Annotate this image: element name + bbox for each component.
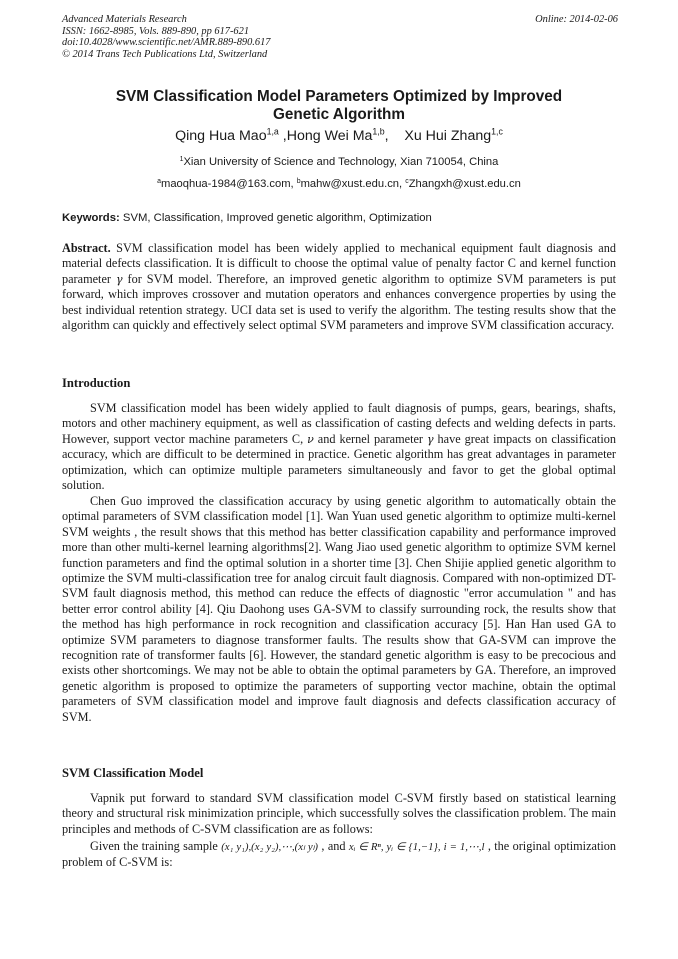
author-1-sup: 1,a — [266, 126, 279, 137]
introduction-paragraph-1 — [62, 401, 616, 493]
journal-issn: ISSN: 1662-8985, Vols. 889-890, pp 617-621 — [62, 25, 250, 37]
training-sample-formula: (x₁ y₁),(x₂ y₂),⋯,(xₗ yₗ) — [221, 841, 319, 853]
author-emails — [62, 178, 616, 190]
email-b-sup: b — [296, 177, 301, 185]
svm-p2-text-a: Given the training sample — [90, 839, 222, 853]
svm-section-heading: SVM Classification Model — [62, 766, 204, 780]
author-3-sup: 1,c — [491, 126, 503, 137]
author-sep-2: , — [384, 128, 405, 144]
keywords-label: Keywords: — [62, 212, 120, 224]
email-a[interactable]: maoqhua-1984@163.com, — [161, 178, 297, 190]
affiliation — [62, 156, 616, 168]
affiliation-sup: 1 — [179, 155, 184, 163]
journal-doi[interactable]: doi:10.4028/www.scientific.net/AMR.889-890.617 — [62, 37, 271, 49]
gamma-symbol: γ — [115, 272, 123, 286]
gamma-symbol: γ — [426, 432, 434, 446]
intro-p1-text-c: have great impacts on classification accuracy, which are difficult to be determined in practice. Genetic algorithm has great advantages in parameter optimization, which can optimize multiple parameters simultaneously and favor to get the global optimal solution. — [62, 431, 616, 493]
email-b[interactable]: mahw@xust.edu.cn, — [300, 178, 406, 190]
journal-copyright: © 2014 Trans Tech Publications Ltd, Switzerland — [62, 48, 268, 60]
sample-domain-formula: xᵢ ∈ Rⁿ, yᵢ ∈ {1,−1}, i = 1,⋯,l — [348, 841, 485, 853]
keywords — [62, 212, 618, 224]
abstract-text-1: SVM classification model has been widely applied to mechanical equipment fault diagnosis and material defects classification. It is difficult to choose the optimal value of penalty factor C and kernel function parameter — [62, 241, 616, 286]
keywords-text: SVM, Classification, Improved genetic algorithm, Optimization — [119, 212, 432, 224]
email-c[interactable]: Zhangxh@xust.edu.cn — [408, 178, 521, 190]
author-2: Hong Wei Ma — [286, 128, 373, 144]
abstract-label: Abstract. — [62, 241, 111, 255]
nu-symbol: ν — [307, 432, 314, 446]
author-3: Xu Hui Zhang — [404, 128, 492, 144]
paper-title — [62, 88, 616, 124]
svm-paragraph-1: Vapnik put forward to standard SVM classification model C-SVM firstly based on statistical learning theory and structural risk minimization principle, which successfully solves the classification problem. The main principles and methods of C-SVM classification are as follows: — [62, 791, 616, 836]
affiliation-text: Xian University of Science and Technology, Xian 710054, China — [183, 156, 499, 168]
journal-header — [62, 14, 618, 60]
author-sep-1: , — [278, 128, 287, 144]
introduction-heading: Introduction — [62, 376, 131, 390]
introduction-paragraph-2: Chen Guo improved the classification accuracy by using genetic algorithm to automatically obtain the optimal parameters of SVM classification model [1]. Wan Yuan used genetic algorithm to optimize multi-kernel SVM weights , the result shows that this method has better classification capability and performance improved more than other multi-kernel learning algorithms[2]. Wang Jiao used genetic algorithm to optimize SVM kernel function parameters and find the optimal solution in a shorter time [3]. Chen Shijie applied genetic algorithm to optimize the SVM multi-classification tree for analog circuit fault diagnosis. Compared with non-optimized DT-SVM fault diagnosis method, this method can reduce the effects of diagnostic "error accumulation " and has better error control ability [4]. Qiu Daohong uses GA-SVM to classify surrounding rock, the results show that the method has high performance in rock recognition and classification accuracy [5]. Han Han used GA to optimize SVM parameters to diagnose transformer faults. The results show that GA-SVM can improve the recognition rate of transformer faults [6]. However, the standard genetic algorithm is easy to be precocious and exists other shortcomings. We may not be able to obtain the optimal parameters by GA. Therefore, an improved genetic algorithm is proposed to optimize the parameters of supporting vector machine, obtain the optimal parameters of SVM classification model and improve fault diagnosis and defects classification accuracy of SVM. — [62, 494, 616, 724]
author-1: Qing Hua Mao — [175, 128, 267, 144]
title-line-1: SVM Classification Model Parameters Optimized by Improved — [115, 88, 563, 105]
svm-p2-text-c: , the original optimization problem of C-SVM is: — [62, 839, 616, 870]
intro-p1-text-b: and kernel parameter — [313, 431, 427, 446]
email-a-sup: a — [157, 177, 161, 185]
abstract — [62, 241, 616, 333]
abstract-text-2: for SVM model. Therefore, an improved genetic algorithm to optimize SVM parameters is put forward, which improves crossover and mutation operators and enhances convergence properties by using the best individual retention strategy. UCI data set is used to verify the algorithm. The testing results show that the algorithm can quickly and effectively select optimal SVM parameters and improve SVM classification accuracy. — [62, 271, 616, 333]
intro-p1-text-a: SVM classification model has been widely applied to fault diagnosis of pumps, gears, bearings, shafts, motors and other machinery equipment, as well as classification of casting defects and welding defects in parts. However, support vector machine parameters C, — [62, 401, 616, 446]
online-date: Online: 2014-02-06 — [535, 14, 618, 25]
svm-paragraph-2 — [62, 839, 616, 871]
email-c-sup: c — [405, 177, 409, 185]
author-2-sup: 1,b — [372, 126, 385, 137]
svm-p2-text-b: , and — [318, 839, 349, 853]
title-line-2: Genetic Algorithm — [272, 106, 406, 123]
journal-name: Advanced Materials Research — [62, 14, 187, 25]
author-list — [62, 128, 616, 144]
